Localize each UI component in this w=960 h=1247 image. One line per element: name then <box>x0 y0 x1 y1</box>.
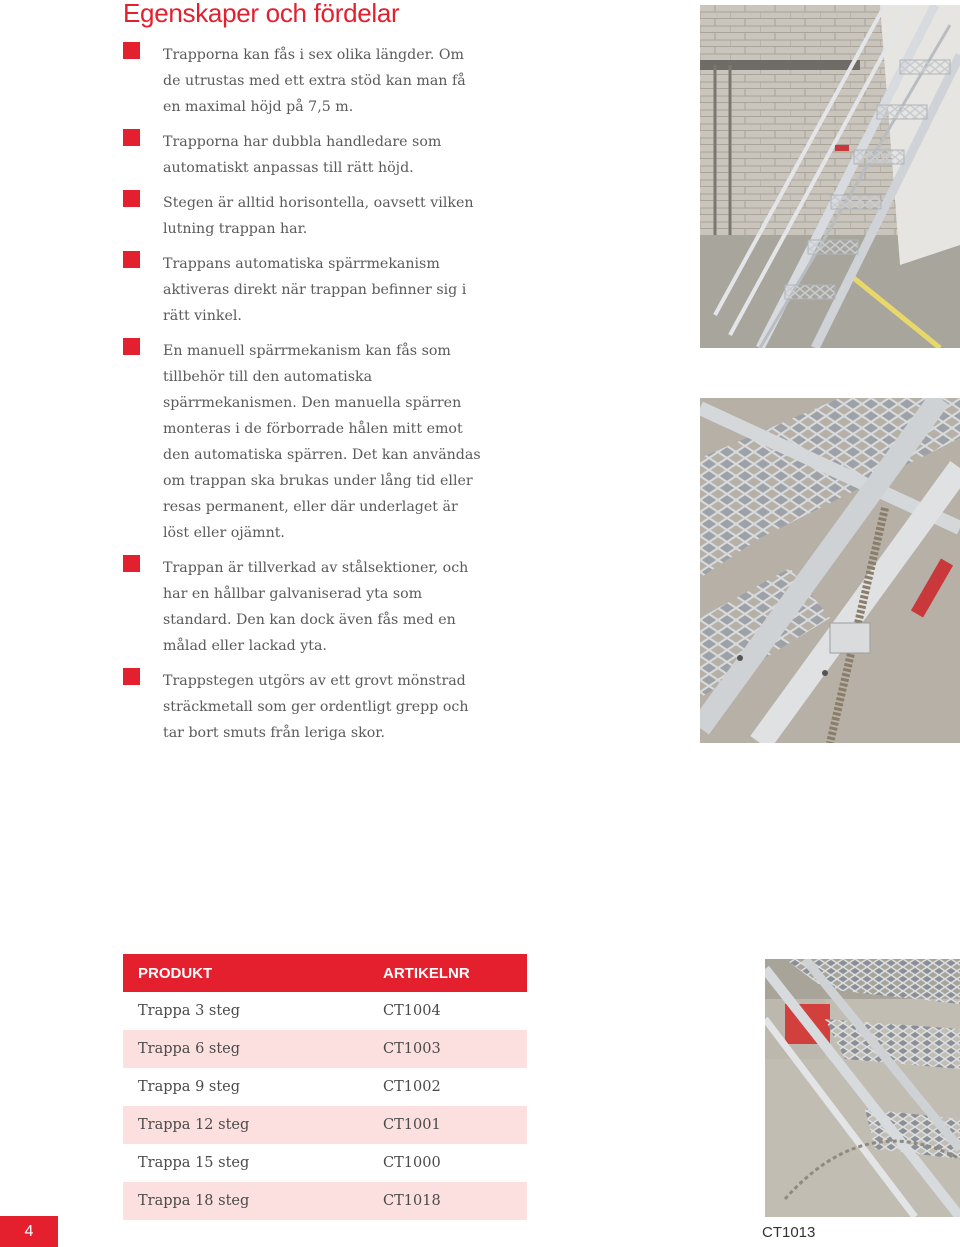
table-row <box>123 992 527 1030</box>
mechanism-photo <box>700 398 960 743</box>
bullet-text: Trappans automatiska spärrmekanism aktiveras direkt när trappan befinner sig i rätt vinkel. <box>163 256 467 324</box>
table-row <box>123 1144 527 1182</box>
feature-list <box>123 42 483 755</box>
article-number-cell: CT1003 <box>368 1030 527 1068</box>
product-table <box>123 954 527 1220</box>
list-item <box>123 555 483 659</box>
list-item <box>123 129 483 181</box>
table-row <box>123 1182 527 1220</box>
column-header-article-number: ARTIKELNR <box>368 954 527 992</box>
bullet-text: En manuell spärrmekanism kan fås som tillbehör till den automatiska spärrmekanismen. Den manuella spärren monteras i de förborrade hålen mitt emot den automatiska spärren. Det kan användas om trappan ska brukas under lång tid eller resas permanent, eller där underlaget är löst eller ojämnt. <box>163 343 481 541</box>
table-row <box>123 1030 527 1068</box>
article-number-cell: CT1018 <box>368 1182 527 1220</box>
product-cell: Trappa 9 steg <box>138 1079 241 1095</box>
bullet-square-icon <box>123 129 140 146</box>
table-row <box>123 1068 527 1106</box>
bullet-square-icon <box>123 251 140 268</box>
list-item <box>123 668 483 746</box>
table-row <box>123 1106 527 1144</box>
bullet-square-icon <box>123 668 140 685</box>
list-item <box>123 190 483 242</box>
bullet-square-icon <box>123 42 140 59</box>
product-cell: Trappa 15 steg <box>138 1155 250 1171</box>
product-photo-ct1013 <box>765 959 960 1217</box>
bullet-square-icon <box>123 190 140 207</box>
list-item <box>123 42 483 120</box>
product-cell: Trappa 6 steg <box>123 1030 368 1068</box>
bullet-text: Trappstegen utgörs av ett grovt mönstrad sträckmetall som ger ordentligt grepp och tar bort smuts från leriga skor. <box>163 673 469 741</box>
column-header-product: PRODUKT <box>123 954 368 992</box>
photo-caption: CT1013 <box>762 1224 816 1241</box>
stair-photo-top <box>700 5 960 348</box>
bullet-text: Trapporna har dubbla handledare som automatiskt anpassas till rätt höjd. <box>163 134 442 176</box>
article-number-cell: CT1001 <box>368 1106 527 1144</box>
article-number-cell: CT1002 <box>383 1079 441 1095</box>
product-cell: Trappa 3 steg <box>138 1003 241 1019</box>
bullet-text: Trapporna kan fås i sex olika längder. Om de utrustas med ett extra stöd kan man få en maximal höjd på 7,5 m. <box>163 47 466 115</box>
list-item <box>123 251 483 329</box>
article-number-cell: CT1004 <box>383 1003 441 1019</box>
table-header-row <box>123 954 527 992</box>
bullet-text: Trappan är tillverkad av stålsektioner, och har en hållbar galvaniserad yta som standard. Den kan dock även fås med en målad eller lackad yta. <box>163 560 469 654</box>
article-number-cell: CT1000 <box>383 1155 441 1171</box>
page-number: 4 <box>0 1216 58 1247</box>
product-cell: Trappa 12 steg <box>123 1106 368 1144</box>
page-title: Egenskaper och fördelar <box>123 0 400 28</box>
product-cell: Trappa 18 steg <box>123 1182 368 1220</box>
bullet-square-icon <box>123 555 140 572</box>
list-item <box>123 338 483 546</box>
bullet-square-icon <box>123 338 140 355</box>
bullet-text: Stegen är alltid horisontella, oavsett vilken lutning trappan har. <box>163 195 474 237</box>
